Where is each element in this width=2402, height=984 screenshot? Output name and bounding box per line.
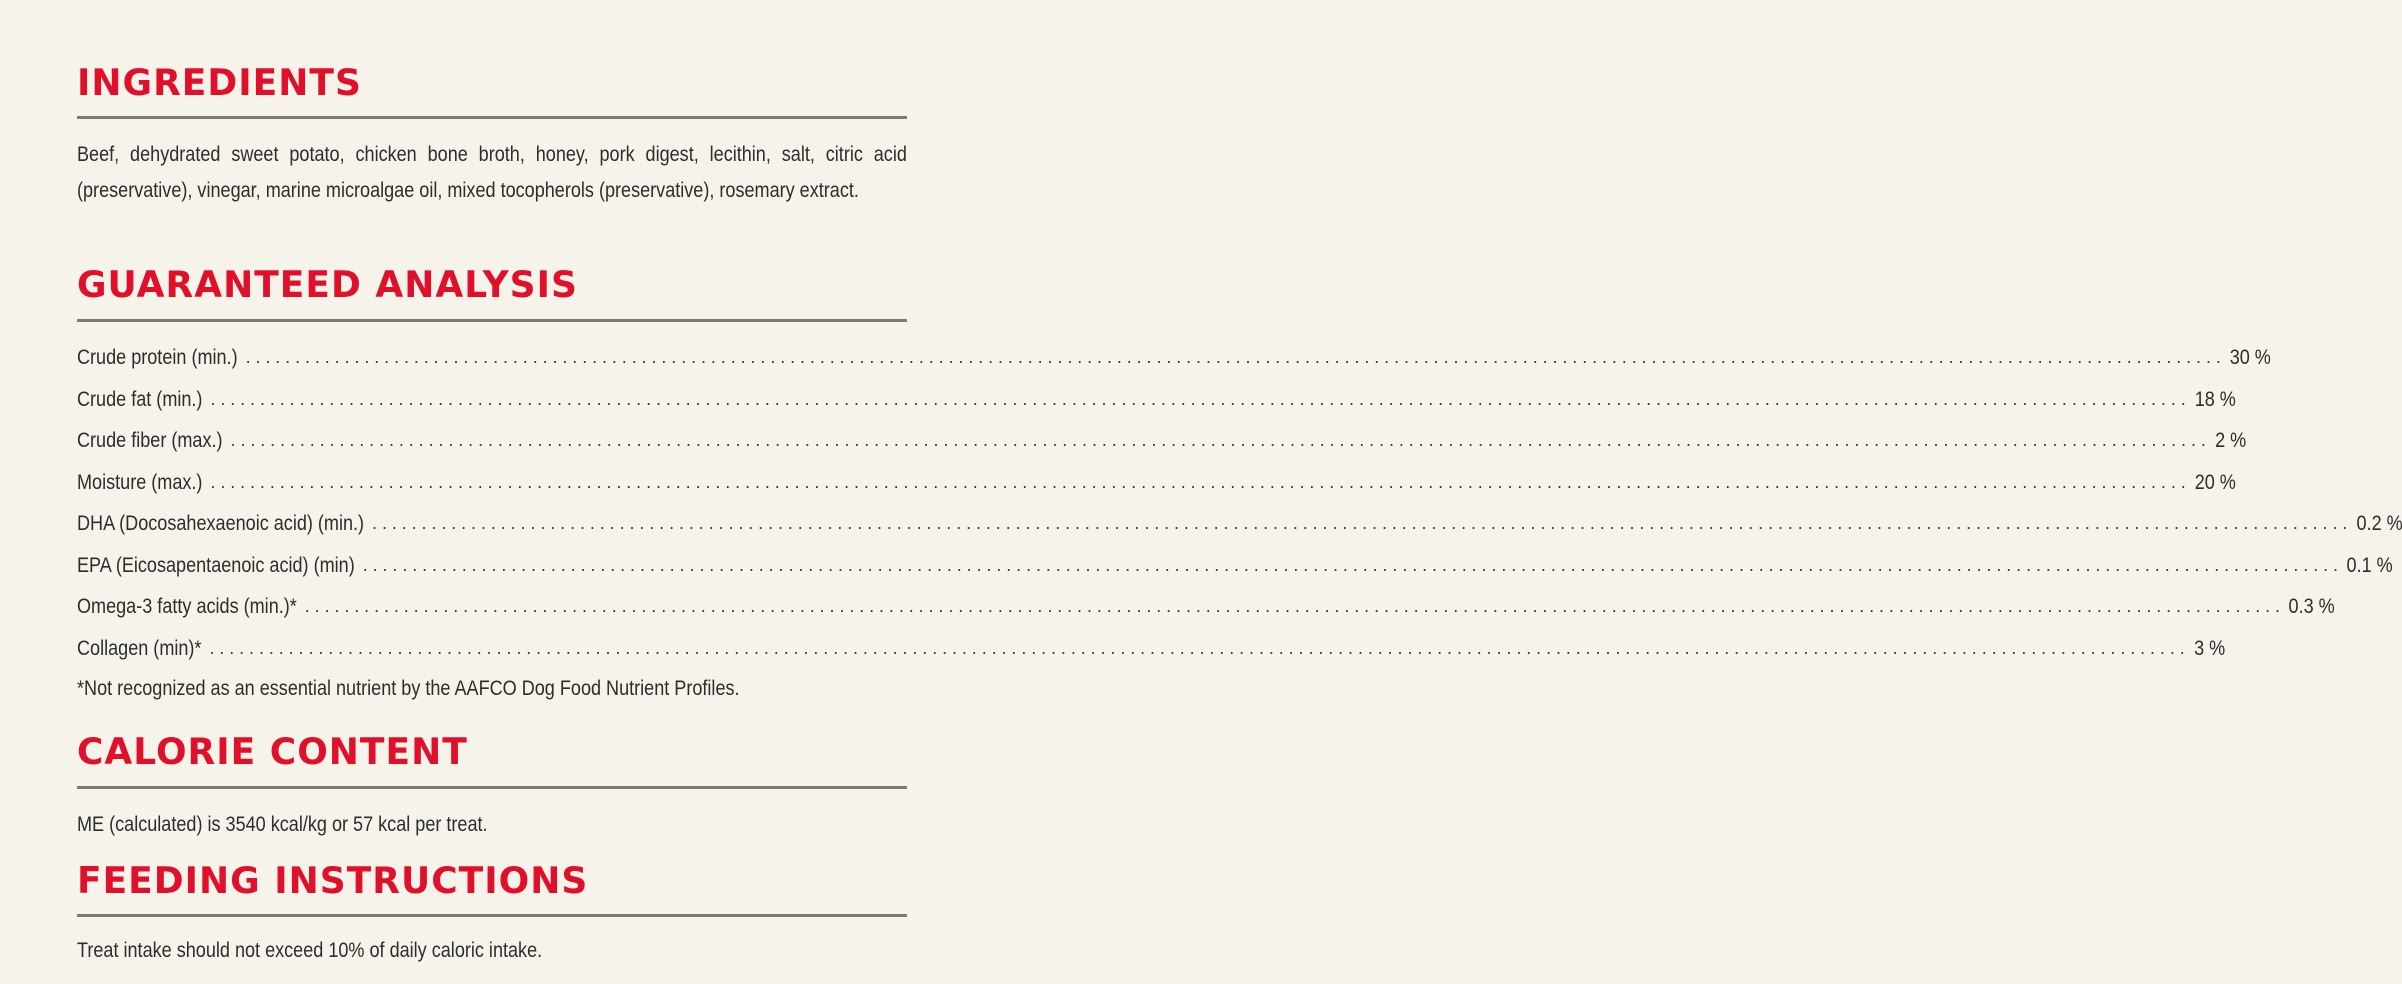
calorie-content-body: [77, 807, 907, 843]
analysis-row: [77, 465, 2236, 495]
analysis-row-value: 30 %: [2229, 346, 2271, 369]
ingredients-text: Beef, dehydrated sweet potato, chicken bone broth, honey, pork digest, lecithin, salt, citric acid (preservative), vinegar, marine microalgae oil, mixed tocopherols (preservative), rosemary extract.: [77, 143, 907, 202]
analysis-row-value: 18 %: [2194, 387, 2236, 411]
dot-leader: ........................................................................................................................................................................................................: [372, 513, 2353, 533]
analysis-row-label: Crude fat (min.): [77, 387, 203, 411]
calorie-content-heading: CALORIE CONTENT: [77, 731, 468, 774]
analysis-row-label: Collagen (min)*: [77, 636, 202, 660]
dot-leader: ........................................................................................................................................................................................................: [304, 596, 2285, 616]
analysis-row: [77, 548, 2394, 578]
feeding-instructions-body: [77, 933, 907, 969]
analysis-row-label: Omega-3 fatty acids (min.)*: [77, 595, 297, 618]
analysis-row-value: 2 %: [2214, 429, 2246, 452]
feeding-instructions-divider: [77, 914, 907, 917]
analysis-row-label: Moisture (max.): [77, 470, 203, 494]
analysis-row-label: Crude fiber (max.): [77, 429, 223, 452]
ingredients-heading: INGREDIENTS: [77, 62, 362, 105]
analysis-row: [77, 382, 2236, 412]
analysis-row: [77, 589, 2336, 619]
ingredients-divider: [77, 116, 907, 119]
analysis-row: [77, 340, 2271, 370]
dot-leader: ........................................................................................................................................................................................................: [210, 471, 2191, 492]
analysis-row-value: 0.1 %: [2346, 553, 2394, 577]
calorie-content-divider: [77, 786, 907, 789]
feeding-instructions-text: Treat intake should not exceed 10% of daily caloric intake.: [77, 939, 543, 962]
analysis-row: [77, 631, 2225, 661]
dot-leader: ........................................................................................................................................................................................................: [210, 388, 2191, 409]
dot-leader: ........................................................................................................................................................................................................: [209, 637, 2190, 658]
analysis-row-label: EPA (Eicosapentaenoic acid) (min): [77, 553, 355, 577]
calorie-content-text: ME (calculated) is 3540 kcal/kg or 57 kcal per treat.: [77, 813, 488, 836]
dot-leader: ........................................................................................................................................................................................................: [362, 554, 2343, 575]
analysis-row-value: 20 %: [2194, 470, 2236, 494]
analysis-row-value: 0.3 %: [2288, 595, 2336, 618]
ingredients-body: [77, 137, 907, 209]
guaranteed-analysis-section: [77, 264, 907, 307]
dot-leader: ........................................................................................................................................................................................................: [230, 430, 2211, 450]
calorie-content-section: [77, 731, 907, 774]
ingredients-section: [77, 62, 907, 105]
analysis-row: [77, 423, 2246, 453]
analysis-row: [77, 506, 2402, 536]
feeding-instructions-heading: FEEDING INSTRUCTIONS: [77, 860, 589, 903]
analysis-row-label: Crude protein (min.): [77, 346, 238, 369]
analysis-row-label: DHA (Docosahexaenoic acid) (min.): [77, 512, 365, 535]
guaranteed-analysis-divider: [77, 319, 907, 322]
analysis-row-value: 0.2 %: [2356, 512, 2402, 535]
guaranteed-analysis-heading: GUARANTEED ANALYSIS: [77, 264, 578, 307]
aafco-footnote: *Not recognized as an essential nutrient by the AAFCO Dog Food Nutrient Profiles.: [77, 677, 740, 700]
feeding-instructions-section: [77, 860, 907, 903]
analysis-row-value: 3 %: [2193, 636, 2225, 660]
dot-leader: ........................................................................................................................................................................................................: [245, 347, 2226, 367]
